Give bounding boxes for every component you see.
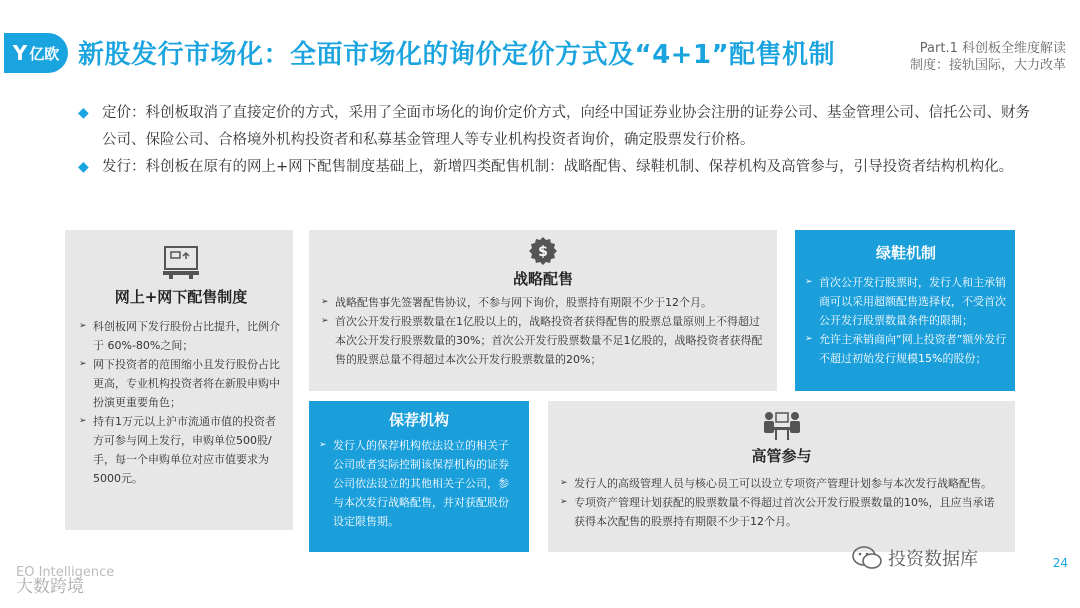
list-item-text: 网下投资者的范围缩小且发行股份占比更高，专业机构投资者将在新股申购中扮演更重要角色；: [93, 358, 280, 409]
wechat-watermark: [852, 545, 978, 571]
list-item-text: 专项资产管理计划获配的股票数量不得超过首次公开发行股票数量的10%，且应当承诺获得本次配售的股票持有期限不少于12个月。: [574, 496, 995, 528]
list-item-text: 发行人的保荐机构依法设立的相关子公司或者实际控制该保荐机构的证券公司依法设立的其他相关子公司，参与本次发行战略配售，并对获配股份设定限售期。: [333, 439, 509, 528]
arrow-bullet-icon: ➢: [79, 359, 87, 369]
list-item: [560, 493, 1003, 531]
list-item-text: 科创板网下发行股份占比提升，比例介于 60%-80%之间；: [93, 320, 280, 352]
arrow-bullet-icon: ➢: [560, 497, 568, 507]
list-item-text: 持有1万元以上沪市流通市值的投资者方可参与网上发行，申购单位500股/手，每一个申购单位对应市值要求为5000元。: [93, 415, 276, 485]
bullet-pricing: [78, 100, 1038, 154]
yiou-logo: [4, 33, 68, 73]
list-item: [805, 273, 1007, 330]
card-greenshoe: [795, 230, 1015, 391]
bullet-issuance: [78, 154, 1038, 181]
logo-y-icon: Y: [12, 41, 28, 65]
card-strategic-placement: [309, 230, 777, 391]
brand-cn: 大数跨境: [16, 577, 84, 597]
card-title: 高管参与: [751, 447, 812, 465]
card-list: [79, 317, 283, 488]
page-title: 新股发行市场化：全面市场化的询价定价方式及“4+1”配售机制: [78, 40, 836, 70]
bullet-text: 定价：科创板取消了直接定价的方式，采用了全面市场化的询价定价方式，向经中国证券业协会注册的证券公司、基金管理公司、信托公司、财务公司、保险公司、合格境外机构投资者和私募基金管理人等专业机构投资者询价，确定股票发行价格。: [102, 105, 1030, 148]
list-item-text: 战略配售事先签署配售协议，不参与网下询价，股票持有期限不少于12个月。: [335, 296, 712, 309]
list-item-text: 发行人的高级管理人员与核心员工可以设立专项资产管理计划参与本次发行战略配售。: [574, 477, 992, 490]
list-item: [79, 412, 283, 488]
card-list: [319, 436, 519, 531]
card-title: 保荐机构: [388, 411, 449, 429]
arrow-bullet-icon: ➢: [805, 334, 813, 344]
arrow-bullet-icon: ➢: [805, 277, 813, 287]
list-item: [321, 312, 765, 369]
list-item: [319, 436, 519, 531]
page-number: 24: [1052, 556, 1068, 570]
arrow-bullet-icon: ➢: [79, 321, 87, 331]
wechat-text: 投资数据库: [888, 549, 978, 570]
diamond-bullet-icon: ◆: [78, 105, 89, 121]
logo-text: 亿欧: [29, 44, 60, 63]
arrow-bullet-icon: ➢: [321, 316, 329, 326]
list-item: [805, 330, 1007, 368]
list-item-text: 允许主承销商向“网上投资者”额外发行不超过初始发行规模15%的股份；: [819, 333, 1007, 365]
card-list: [560, 474, 1003, 531]
brand-en: EO Intelligence: [16, 565, 115, 580]
bullet-text: 发行：科创板在原有的网上+网下配售制度基础上，新增四类配售机制：战略配售、绿鞋机制、保荐机构及高管参与，引导投资者结构机构化。: [102, 159, 1014, 175]
arrow-bullet-icon: ➢: [321, 297, 329, 307]
card-online-offline: [65, 230, 293, 530]
list-item-text: 首次公开发行股票时，发行人和主承销商可以采用超额配售选择权，不受首次公开发行股票数量条件的限制；: [819, 276, 1006, 327]
card-title: 战略配售: [512, 270, 573, 288]
board-icon: [161, 244, 201, 280]
diamond-bullet-icon: ◆: [78, 159, 89, 175]
arrow-bullet-icon: ➢: [560, 478, 568, 488]
svg-text:$: $: [538, 244, 548, 260]
intro-bullets: [78, 100, 1038, 181]
part-label: [910, 40, 1066, 74]
list-item-text: 首次公开发行股票数量在1亿股以上的，战略投资者获得配售的股票总量原则上不得超过本次公开发行股票数量的30%；首次公开发行股票数量不足1亿股的，战略投资者获得配售的股票总量不得超过本次公开发行股票数量的20%；: [335, 315, 763, 366]
card-title: 绿鞋机制: [875, 244, 936, 262]
card-list: [805, 273, 1007, 368]
card-title: 网上+网下配售制度: [114, 288, 248, 306]
wechat-icon: [852, 545, 882, 571]
list-item: [79, 355, 283, 412]
card-executives: [548, 401, 1015, 552]
footer-brand: [16, 565, 115, 597]
card-list: [321, 293, 765, 369]
part-line-2: 制度：接轨国际，大力改革: [909, 58, 1066, 73]
arrow-bullet-icon: ➢: [319, 440, 327, 450]
part-line-1: Part.1 科创板全维度解读: [919, 41, 1066, 56]
list-item: [79, 317, 283, 355]
card-sponsor: [309, 401, 529, 552]
meeting-people-icon: [759, 409, 805, 441]
list-item: [321, 293, 765, 312]
list-item: [560, 474, 1003, 493]
dollar-badge-icon: [528, 236, 558, 266]
arrow-bullet-icon: ➢: [79, 416, 87, 426]
